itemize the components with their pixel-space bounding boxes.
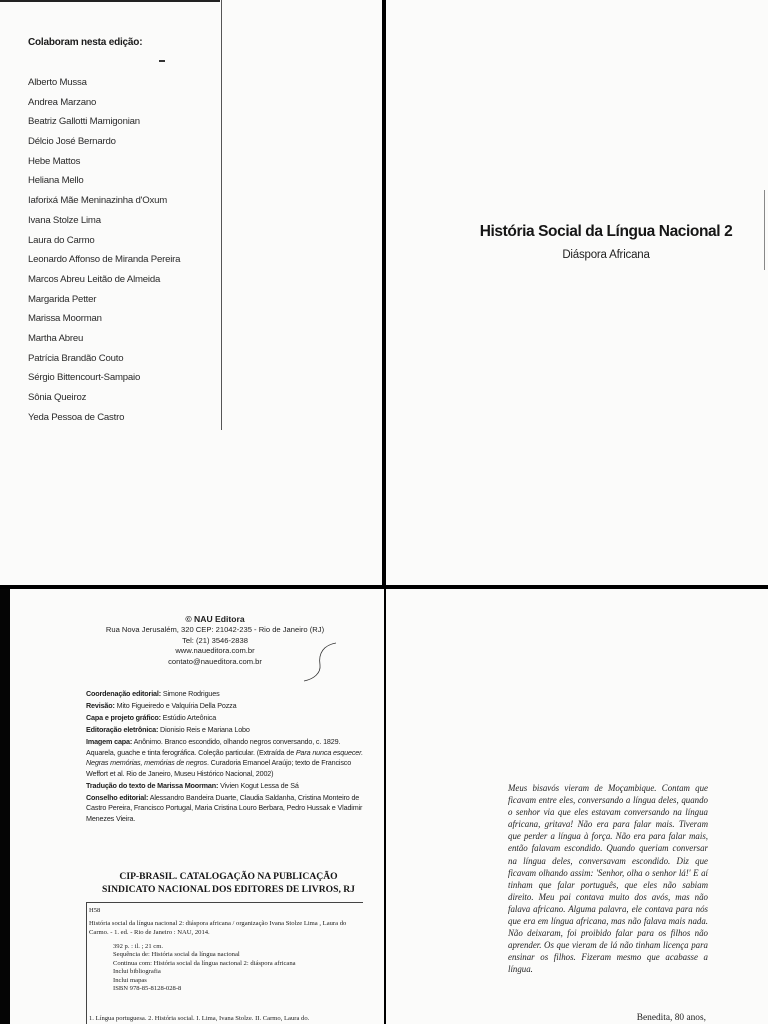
contributor-name: Marissa Moorman bbox=[28, 313, 102, 325]
contributor-name: Leonardo Affonso de Miranda Pereira bbox=[28, 254, 181, 266]
image-credit: Imagem capa: Anônimo. Branco escondido, olhando negros conversando, c. 1829. Aquarela, guache e tinta ferográfica. Coleção particular. (Extraída de Para nunca esquecer. Negras memórias, memórias de negros. Curadoria Emanoel Araújo; texto de Francisco Weffort et al. Rio de Janeiro, Museu Histórico Nacional, 2002) bbox=[86, 737, 363, 778]
translation-credit: Tradução do texto de Marissa Moorman: Vivien Kogut Lessa de Sá bbox=[86, 780, 299, 790]
contributor-name: Martha Abreu bbox=[28, 332, 84, 344]
contributor-name: Yeda Pessoa de Castro bbox=[28, 411, 125, 423]
cip-line: ISBN 978-85-8128-028-8 bbox=[113, 985, 182, 992]
cip-entry: História social da língua nacional 2: diáspora africana / organização Ivana Stolze Lima , Laura do Carmo. - 1. ed. - Rio de Janeiro : NAU, 2014. bbox=[89, 920, 347, 936]
contributor-name: Heliana Mello bbox=[28, 175, 84, 187]
cip-line: Inclui mapas bbox=[113, 976, 147, 984]
contributor-name: Beatriz Gallotti Mamigonian bbox=[28, 116, 140, 128]
publisher-phone: Tel: (21) 3546-2838 bbox=[182, 635, 248, 645]
page-fold-line bbox=[221, 0, 222, 430]
pen-stroke-mark bbox=[296, 639, 346, 685]
contributor-name: Patrícia Brandão Couto bbox=[28, 352, 124, 364]
book-title: História Social da Língua Nacional 2 bbox=[479, 223, 733, 240]
dash-mark bbox=[159, 60, 165, 62]
credit-line: Revisão: Mito Figueiredo e Valquíria Della Pozza bbox=[86, 701, 237, 710]
epigraph-attribution: Benedita, 80 anos, bbox=[636, 1013, 706, 1023]
cip-heading: CIP-BRASIL. CATALOGAÇÃO NA PUBLICAÇÃO SINDICATO NACIONAL DOS EDITORES DE LIVROS, RJ bbox=[102, 871, 355, 895]
contributor-name: Sérgio Bittencourt-Sampaio bbox=[28, 372, 141, 384]
top-rule bbox=[0, 0, 220, 2]
book-subtitle: Diáspora Africana bbox=[562, 249, 650, 261]
contributor-name: Sônia Queiroz bbox=[28, 392, 87, 403]
credit-line: Capa e projeto gráfico: Estúdio Arteônica bbox=[86, 713, 217, 722]
contributor-name: Andrea Marzano bbox=[28, 96, 97, 108]
cip-line: 392 p. : il. ; 21 cm. bbox=[113, 943, 164, 950]
spine-shadow bbox=[0, 589, 10, 1024]
contributor-name: Laura do Carmo bbox=[28, 234, 95, 246]
contributors-heading: Colaboram nesta edição: bbox=[28, 37, 143, 48]
cip-record bbox=[86, 902, 363, 1024]
contributor-name: Margarida Petter bbox=[28, 293, 97, 305]
credit-line: Coordenação editorial: Simone Rodrigues bbox=[86, 689, 220, 698]
council-credit: Conselho editorial: Alessandro Bandeira Duarte, Claudia Saldanha, Cristina Monteiro de Castro Pereira, Francisco Portugal, Maria Cristina Louro Berbara, Pedro Hussak e Vladimir Menezes Vieira. bbox=[86, 792, 363, 823]
epigraph-quote: Meus bisavós vieram de Moçambique. Contam que ficavam entre eles, conversando a língua deles, quando o senhor via que eles estavam conversando na língua africana, gritava! Não era para falar mais. Tiveram que perder a língua à força. Não era para falar mais, então falavam escondido. Quando queriam conversar na língua deles, conversavam escondido. Diz que ficavam olhando assim: 'Senhor, olha o senhor lá!' E aí tinham que falar português, que eles não sabiam direito. Meu pai contava muito dos avós, mas não falava africano. Alguma palavra, ele contava para nós que era em língua africana, mas não falava mais nada. Não deixaram, foi proibido falar para os filhos não aprender. Os que vieram de lá não tinham licença para ensinar os filhos. Fizeram mesmo que acabasse a língua. bbox=[508, 783, 708, 975]
epigraph-page bbox=[386, 589, 768, 1024]
publisher-address: Rua Nova Jerusalém, 320 CEP: 21042-235 - Rio de Janeiro (RJ) bbox=[105, 625, 325, 634]
contributor-name: Hebe Mattos bbox=[28, 155, 81, 167]
contributor-name: Délcio José Bernardo bbox=[28, 136, 116, 148]
contributors-page bbox=[0, 0, 382, 585]
contributor-name: Iaforixá Mãe Meninazinha d'Oxum bbox=[28, 195, 168, 207]
cip-line: Inclui bibliografia bbox=[113, 968, 161, 976]
credit-line: Editoração eletrônica: Dionisio Reis e Mariana Lobo bbox=[86, 725, 250, 734]
credits-block bbox=[86, 689, 366, 826]
contributors-list bbox=[28, 76, 180, 430]
publisher-website: www.naueditora.com.br bbox=[175, 646, 255, 655]
cip-line: Sequência de: História social da língua nacional bbox=[113, 951, 240, 959]
publisher-name: © NAU Editora bbox=[185, 614, 245, 624]
contributor-name: Marcos Abreu Leitão de Almeida bbox=[28, 273, 161, 285]
imprint-page bbox=[10, 589, 384, 1024]
edge-mark bbox=[764, 190, 765, 270]
title-page bbox=[386, 0, 768, 585]
cip-subjects: 1. Língua portuguesa. 2. História social. I. Lima, Ivana Stolze. II. Carmo, Laura do. bbox=[89, 1015, 310, 1022]
cip-code: H58 bbox=[89, 907, 101, 914]
contributor-name: Alberto Mussa bbox=[28, 77, 87, 88]
contributor-name: Ivana Stolze Lima bbox=[28, 214, 101, 226]
cip-line: Continua com: História social da língua nacional 2: diáspora africana bbox=[113, 959, 296, 967]
publisher-email: contato@naueditora.com.br bbox=[168, 656, 262, 666]
